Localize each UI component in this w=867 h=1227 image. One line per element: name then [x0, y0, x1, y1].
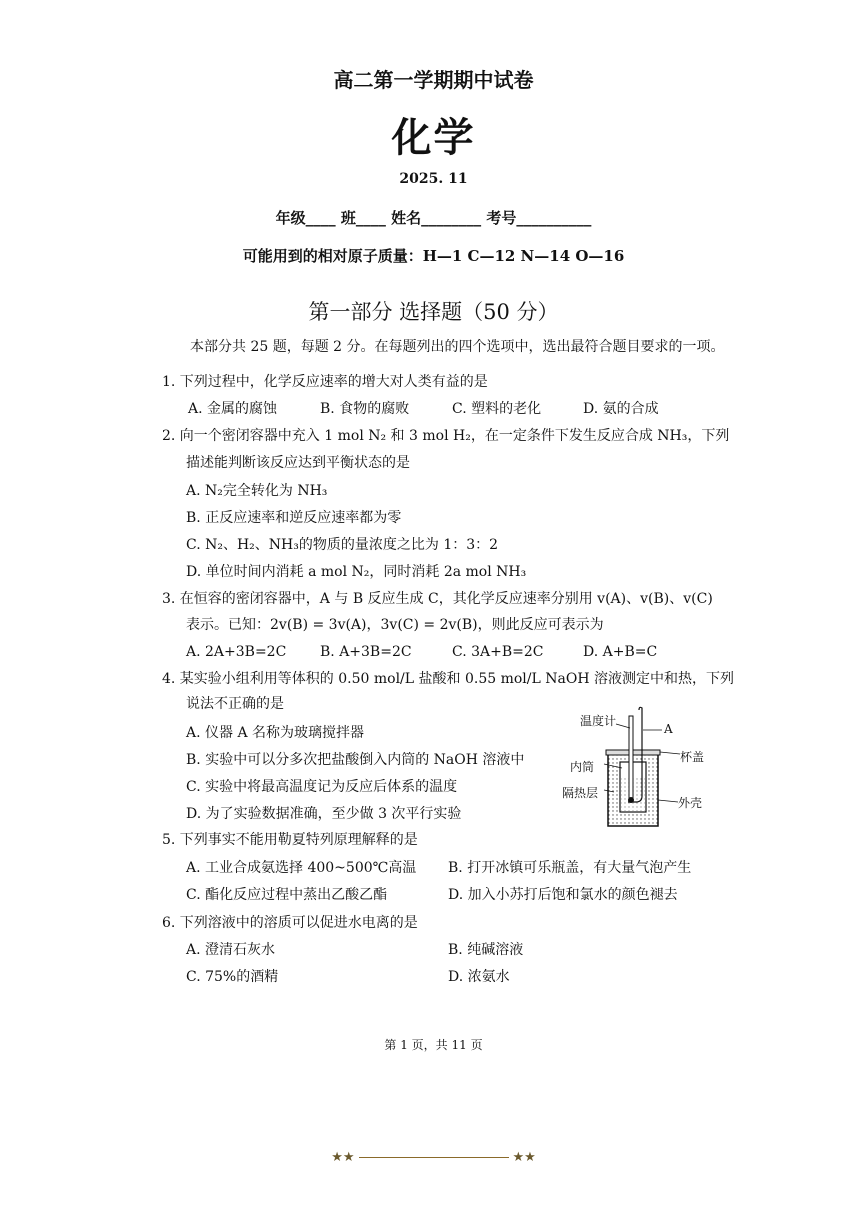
q5-option-a: A. 工业合成氨选择 400~500℃高温 [186, 860, 417, 876]
q2-option-b: B. 正反应速率和逆反应速率都为零 [186, 510, 402, 526]
label-insulation: 隔热层 [562, 786, 599, 800]
q5-option-d: D. 加入小苏打后饱和氯水的颜色褪去 [448, 887, 678, 903]
calorimeter-figure [562, 706, 716, 834]
q1-option-b: B. 食物的腐败 [320, 401, 410, 417]
ornament-line [359, 1157, 509, 1158]
q4-option-c: C. 实验中将最高温度记为反应后体系的温度 [186, 779, 458, 795]
q6-option-a: A. 澄清石灰水 [186, 942, 276, 958]
q5-option-b: B. 打开冰镇可乐瓶盖，有大量气泡产生 [448, 860, 692, 876]
q4-stem-line2: 说法不正确的是 [186, 696, 284, 712]
q5-option-c: C. 酯化反应过程中蒸出乙酸乙酯 [186, 887, 388, 903]
subject-title: 化学 [391, 114, 476, 161]
q2-option-a: A. N₂完全转化为 NH₃ [186, 483, 328, 499]
q1-option-d: D. 氨的合成 [583, 401, 659, 417]
q2-option-d: D. 单位时间内消耗 a mol N₂，同时消耗 2a mol NH₃ [186, 564, 527, 580]
exam-title: 高二第一学期期中试卷 [333, 68, 534, 92]
section-title: 第一部分 选择题（50 分） [308, 300, 559, 324]
q2-stem-line1: 2. 向一个密闭容器中充入 1 mol N₂ 和 3 mol H₂，在一定条件下发生反应合成 NH₃，下列 [162, 428, 730, 444]
q1-option-c: C. 塑料的老化 [452, 401, 542, 417]
exam-date: 2025. 11 [399, 171, 468, 187]
section-instructions: 本部分共 25 题，每题 2 分。在每题列出的四个选项中，选出最符合题目要求的一项。 [190, 339, 725, 355]
q3-option-c: C. 3A+B=2C [452, 644, 544, 660]
q1-stem: 1. 下列过程中，化学反应速率的增大对人类有益的是 [162, 374, 488, 390]
label-stirrer: A [664, 722, 673, 736]
student-info-fields: 年级____ 班____ 姓名________ 考号__________ [275, 209, 592, 227]
q6-stem: 6. 下列溶液中的溶质可以促进水电离的是 [162, 915, 418, 931]
q4-option-a: A. 仪器 A 名称为玻璃搅拌器 [186, 725, 365, 741]
q4-option-d: D. 为了实验数据准确，至少做 3 次平行实验 [186, 806, 462, 822]
q4-option-b: B. 实验中可以分多次把盐酸倒入内筒的 NaOH 溶液中 [186, 752, 525, 768]
q4-stem-line1: 4. 某实验小组利用等体积的 0.50 mol/L 盐酸和 0.55 mol/L NaOH 溶液测定中和热，下列 [162, 671, 734, 687]
label-thermometer: 温度计 [580, 714, 617, 728]
q3-option-d: D. A+B=C [583, 644, 658, 660]
q6-option-b: B. 纯碱溶液 [448, 942, 524, 958]
star-icon-right: ★★ [512, 1150, 536, 1165]
label-outer-shell: 外壳 [678, 796, 703, 810]
q6-option-c: C. 75%的酒精 [186, 969, 279, 985]
q3-stem-line1: 3. 在恒容的密闭容器中，A 与 B 反应生成 C，其化学反应速率分别用 v(A)、v(B)、v(C) [162, 591, 713, 607]
footer-ornament [0, 1150, 867, 1165]
q3-stem-line2: 表示。已知：2v(B) = 3v(A)，3v(C) = 2v(B)，则此反应可表示为 [186, 617, 604, 633]
q1-option-a: A. 金属的腐蚀 [188, 401, 278, 417]
q2-stem-line2: 描述能判断该反应达到平衡状态的是 [186, 455, 410, 471]
q5-stem: 5. 下列事实不能用勒夏特列原理解释的是 [162, 832, 418, 848]
label-inner-cup: 内筒 [570, 760, 595, 774]
q3-option-a: A. 2A+3B=2C [186, 644, 287, 660]
page-number: 第 1 页，共 11 页 [384, 1038, 483, 1052]
q3-option-b: B. A+3B=2C [320, 644, 412, 660]
atomic-masses: 可能用到的相对原子质量：H—1 C—12 N—14 O—16 [242, 247, 625, 265]
star-icon-left: ★★ [331, 1150, 355, 1165]
q2-option-c: C. N₂、H₂、NH₃的物质的量浓度之比为 1：3：2 [186, 537, 499, 553]
q6-option-d: D. 浓氨水 [448, 969, 510, 985]
label-lid: 杯盖 [680, 750, 705, 764]
